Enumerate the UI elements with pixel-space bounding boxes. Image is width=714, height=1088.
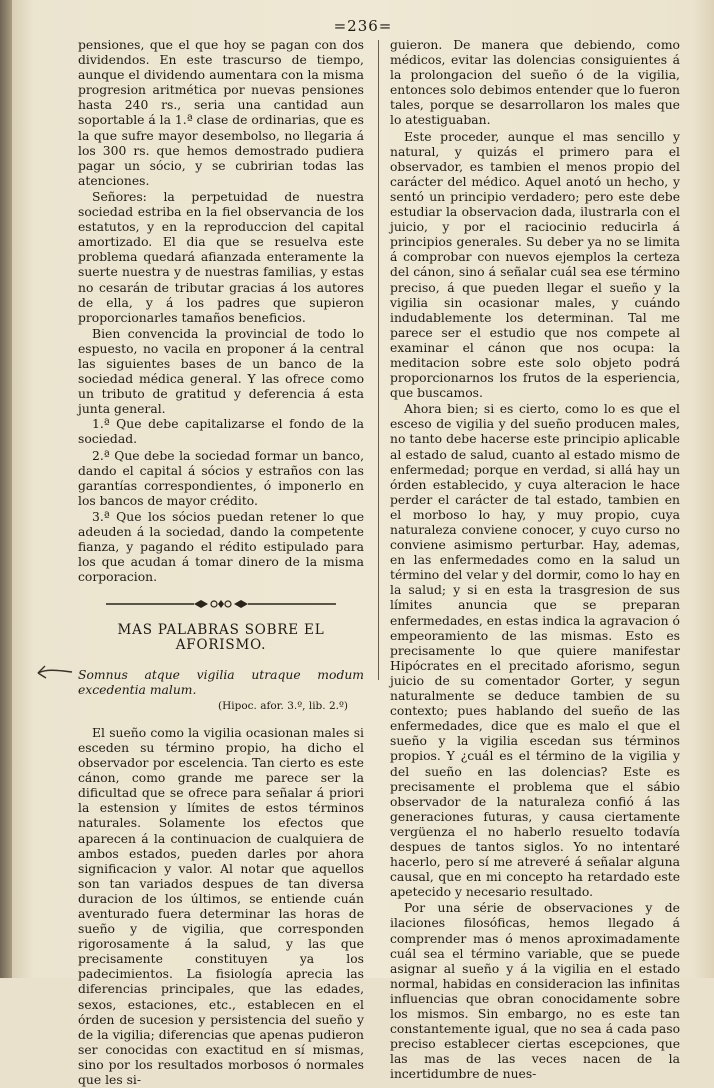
ornamental-divider [106,599,336,609]
left-column [78,38,364,1088]
right-column [390,38,680,1082]
book-binding-edge [0,0,12,978]
paragraph-ahora-bien: Ahora bien; si es cierto, como lo es que el esceso de vigilia y del sueño producen males, no tanto debe hacerse este principio aplicable al estado de salud, cuanto al estado mismo de enfermedad; porque en verdad, si allá hay un órden establecido, y cuya alteracion le hace perder el carácter de tal estado, tambien en el morboso lo hay, y muy propio, cuya naturaleza conviene conocer, y cuyo curso no conviene asimismo perturbar. Hay, ademas, en las enfermedades como en la salud un término del velar y del dormir, como lo hay en la salud; y si en esta la trasgresion de sus límites anuncia que se preparan enfermedades, en estas indica la agravacion ó empeoramiento de las mismas. Esto es precisamente lo que quiere manifestar Hipócrates en el precitado aforismo, segun juicio de su comentador Gorter, y segun naturalmente se deduce tambien de su contexto; pues hablando del sueño de las enfermedades, dice que es malo el que el sueño y la vigilia escedan sus términos propios. Y ¿cuál es el término de la vigilia y del sueño en las dolencias? Este es precisamente el problema que el sábio observador de la naturaleza confió á las generaciones futuras, y causa ciertamente vergüenza el no haberlo resuelto todavía despues de tantos siglos. Yo no intentaré hacerlo, pero sí me atreveré á señalar alguna causal, que en mi concepto ha retardado este apetecido y necesario resultado. [390,402,680,900]
article-title: MAS PALABRAS SOBRE EL AFORISMO. [117,622,325,654]
page-number: =236= [333,17,393,35]
paragraph-senores: Señores: la perpetuidad de nuestra sociedad estriba en la fiel observancia de los estatutos, y en la reproduccion del capital amortizado. El dia que se resuelva este problema quedará afianzada enteramente la suerte nuestra y de nuestras familias, y estas no cesarán de tributar gracias á los autores de ella, y á los padres que supieron proporcionarles tamaños beneficios. [78,189,364,325]
bases-list [78,417,364,585]
epigraph: Somnus atque vigilia utraque modum excedentia malum. [78,667,364,697]
column-divider [378,40,379,680]
paragraph-pensiones: pensiones, que el que hoy se pagan con dos dividendos. En este trascurso de tiempo, aunque el dividendo aumentara con la misma progresion aritmética por nuevas pensiones hasta 240 rs., seria una cantidad aun soportable á la 1.ª clase de ordinarias, que es la que sufre mayor desembolso, no llegaria á los 300 rs. que hemos demostrado pudiera pagar un sócio, y se cubririan todas las atenciones. [78,38,364,188]
paragraph-por-una-serie: Por una série de observaciones y de ilaciones filosóficas, hemos llegado á comprender mas ó menos aproximadamente cuál sea el término variable, que se puede asignar al sueño y á la vigilia en el estado normal, habidas en consideracion las infinitas influencias que obran conocidamente sobre los mismos. Sin embargo, no es este tan constantemente igual, que no sea á cada paso preciso establecer ciertas escepciones, que las mas de las veces nacen de la incertidumbre de nues- [390,901,680,1082]
list-item: 1.ª Que debe capitalizarse el fondo de la sociedad. [78,417,364,447]
paragraph-article-body: El sueño como la vigilia ocasionan males si esceden su término propio, ha dicho el observador por escelencia. Tan cierto es este cánon, como grande me parece ser la dificultad que se ofrece para señalar á priori la estension y límites de estos términos naturales. Solamente los efectos que aparecen á la continuacion de cualquiera de ambos estados, pueden darles por ahora significacion y valor. Al notar que aquellos son tan variados despues de tan diversa duracion de los últimos, se entiende cuán aventurado fuera determinar las horas de sueño y de vigilia, que corresponden rigorosamente á la salud, y las que precisamente constituyen ya los padecimientos. La fisiología aprecia las diferencias principales, que las edades, sexos, estaciones, etc., establecen en el órden de sucesion y persistencia del sueño y de la vigilia; diferencias que apenas pudieron ser conocidas con exactitud en sí mismas, sino por los resultados morbosos ó normales que les si- [78,725,364,1087]
paragraph-guieron: guieron. De manera que debiendo, como médicos, evitar las dolencias consiguientes á la prolongacion del sueño ó de la vigilia, entonces solo debimos entender que lo fueron tales, porque se desarrollaron los males que lo atestiguaban. [390,38,680,128]
epigraph-citation: (Hipoc. afor. 3.º, lib. 2.º) [217,699,348,712]
ornament-icon [106,599,336,609]
book-page [12,0,714,1087]
paragraph-este-proceder: Este proceder, aunque el mas sencillo y natural, y quizás el primero para el observador, es tambien el menos propio del carácter del médico. Aquel anotó un hecho, y sentó un principio verdadero; pero este debe estudiar la observacion dada, ilustrarla con el juicio, y por el raciocinio reducirla á principios generales. Su deber ya no se limita á comprobar con nuevos ejemplos la certeza del cánon, sino á señalar cuál sea ese término preciso, á que pueden llegar el sueño y la vigilia sin ocasionar males, y cuándo indudablemente los determinan. Tal me parece ser el estudio que nos compete al examinar el cánon que nos ocupa: la meditacion sobre este solo objeto podrá proporcionarnos los frutos de la esperiencia, que buscamos. [390,129,680,401]
list-item: 3.ª Que los sócios puedan retener lo que adeuden á la sociedad, dando la competente fianza, y pagando el rédito estipulado para los que acudan á tomar dinero de la misma corporacion. [78,509,364,585]
handwritten-arrow-mark [36,661,76,683]
list-item: 2.ª Que debe la sociedad formar un banco, dando el capital á sócios y estraños con las garantías correspondientes, ó imponerlo en los bancos de mayor crédito. [78,448,364,508]
paragraph-bien-convencida: Bien convencida la provincial de todo lo espuesto, no vacila en proponer á la central las siguientes bases de un banco de la sociedad médica general. Y las ofrece como un tributo de gratitud y deferencia á esta junta general. [78,326,364,417]
